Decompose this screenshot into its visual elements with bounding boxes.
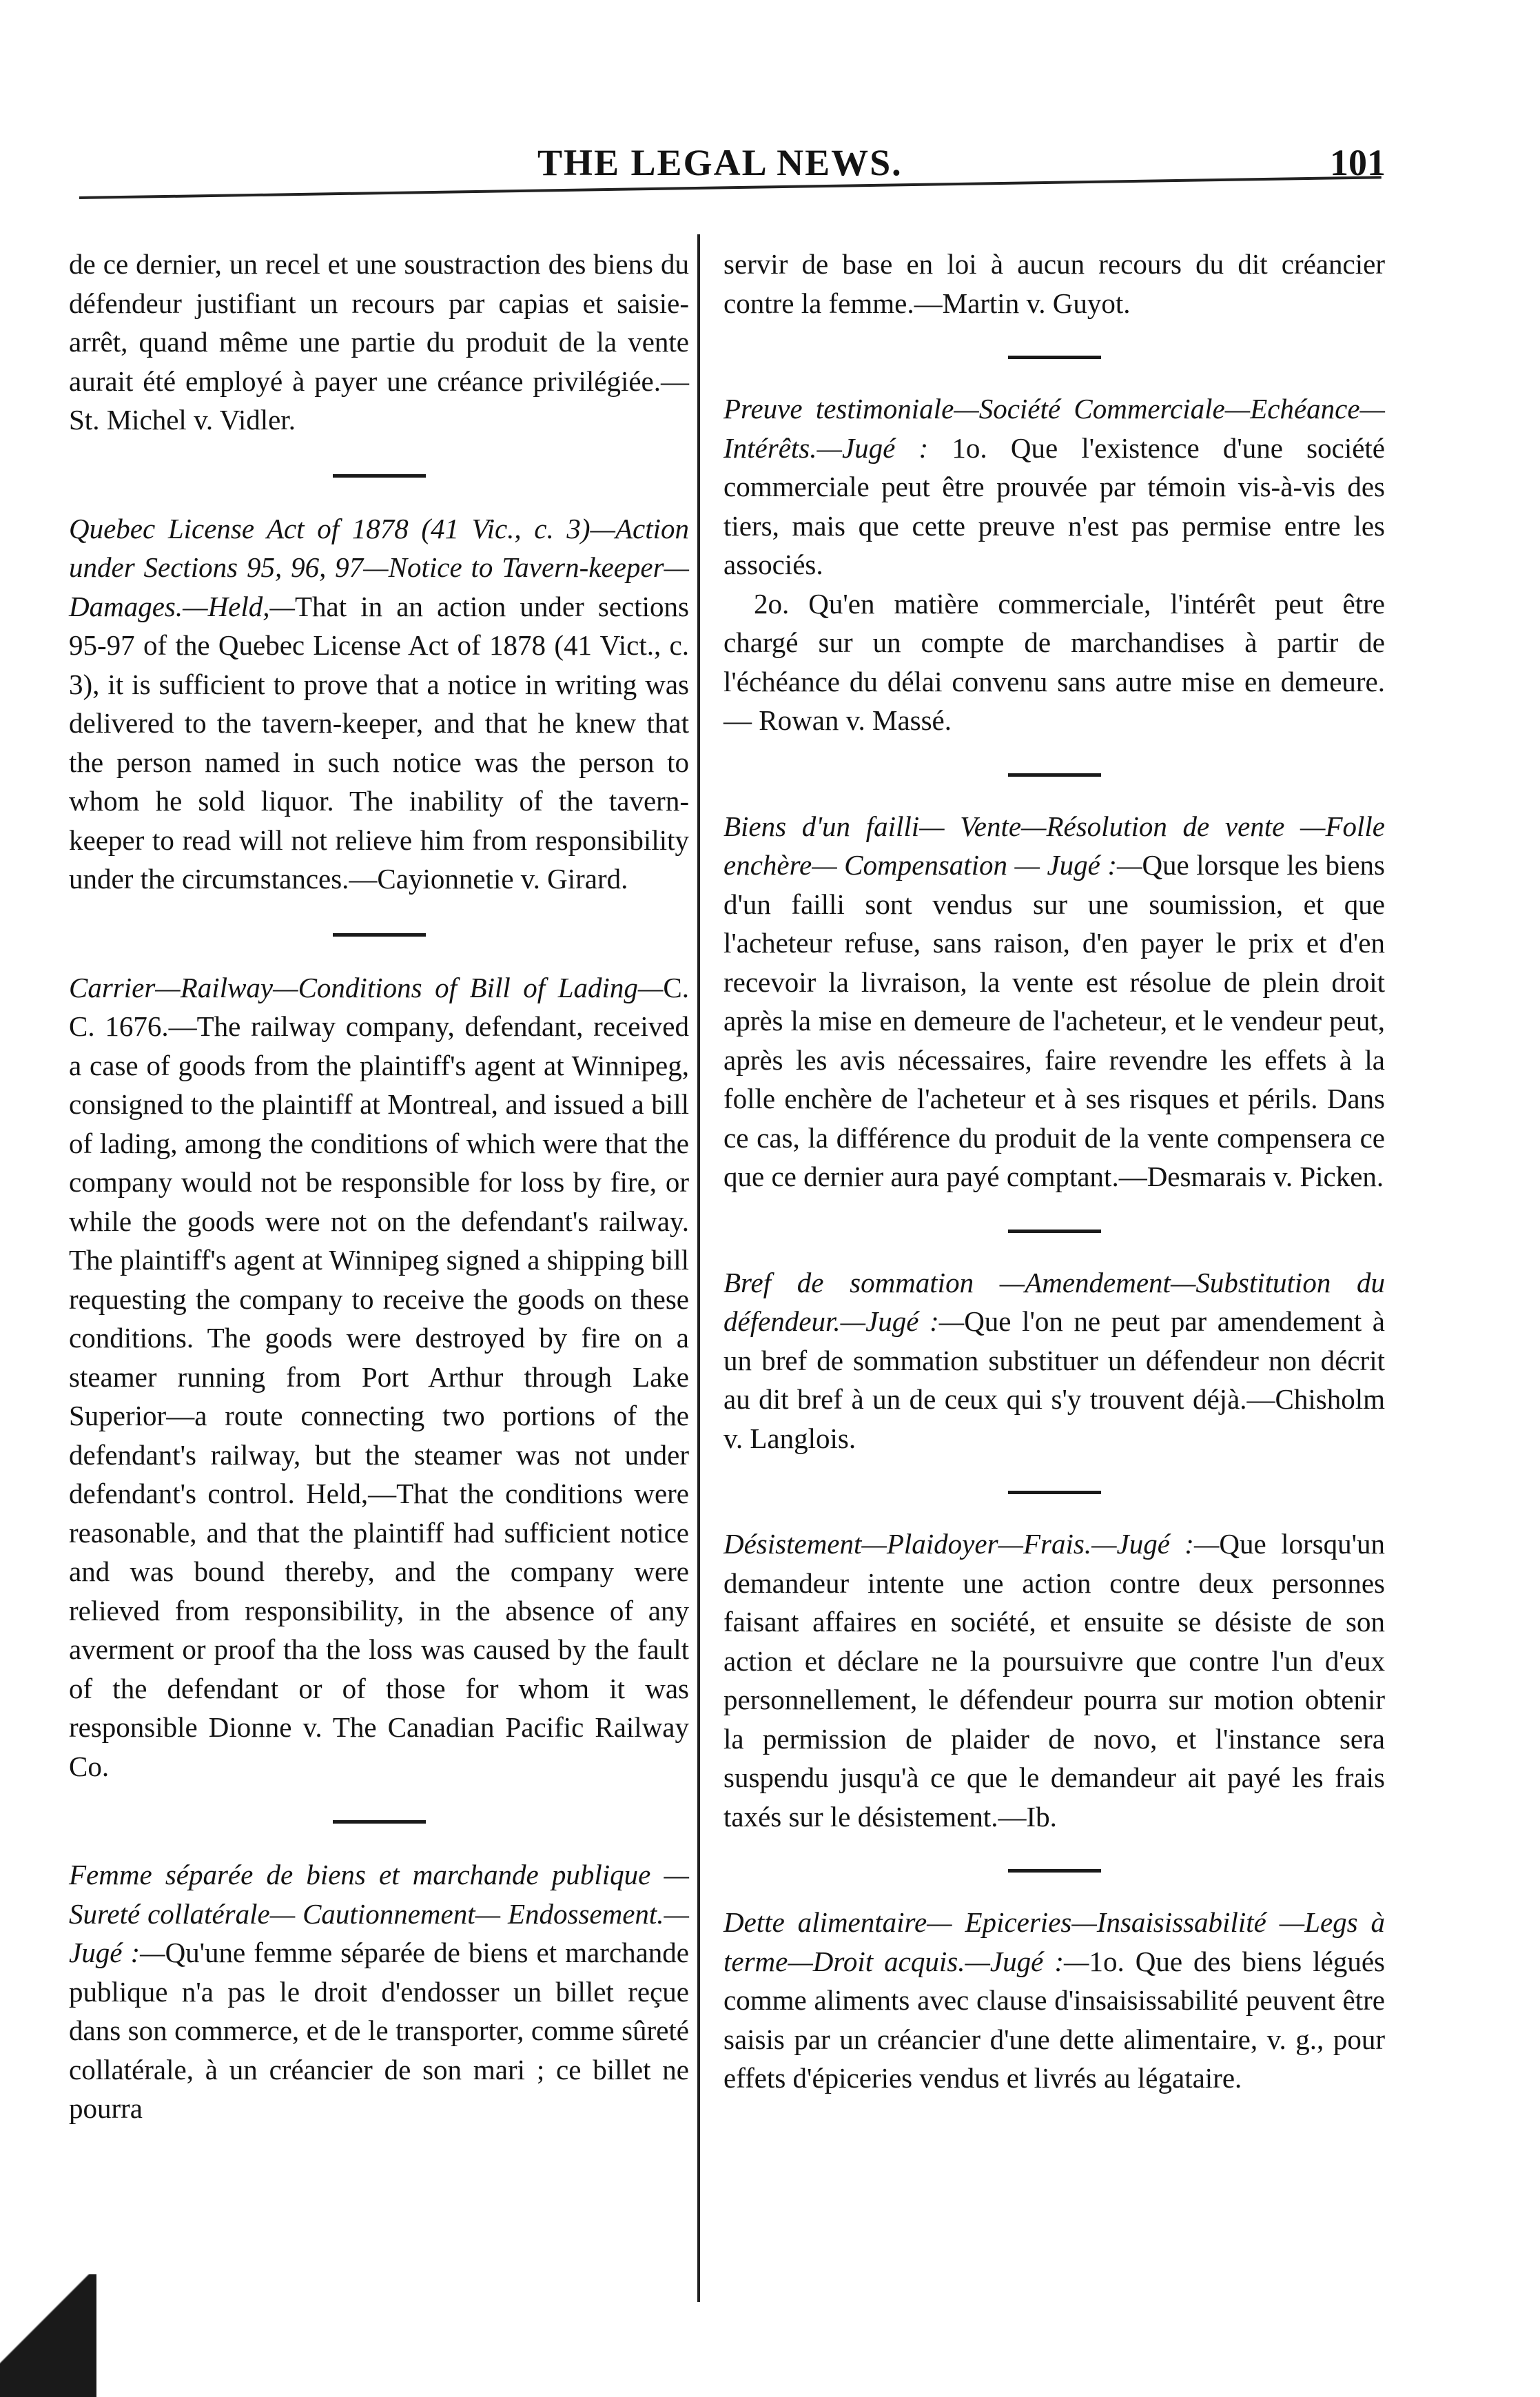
entry-separator <box>333 1820 426 1824</box>
entry-body: Qu'une femme séparée de biens et marchande publique n'a pas le droit d'endosser un billet reçue dans son commerce, et de le transporter, comme sûreté collatérale, à un créancier de son mari ; ce billet ne pourra <box>69 1937 689 2124</box>
entry-title: Biens d'un failli— Vente—Résolution de vente —Folle enchère— Compensation — Jugé :— <box>723 810 1385 881</box>
column-divider <box>697 234 700 2302</box>
entry-body: C. C. 1676.—The railway company, defendant, received a case of goods from the plaintiff's agent at Winnipeg, consigned to the plaintiff at Montreal, and issued a bill of lading, among the conditions of which were that the company would not be responsible for loss by fire, or while the goods were not on the defendant's railway. The plaintiff's agent at Winnipeg signed a shipping bill requesting the company to receive the goods on these conditions. The goods were destroyed by fire on a steamer running from Port Arthur through Lake Superior—a route connecting two portions of the defendant's railway, but the steamer was not under defendant's control. Held,—That the conditions were reasonable, and that the plaintiff had sufficient notice and was bound thereby, and the company were relieved from responsibility, in the absence of any averment or proof tha the loss was caused by the fault of the defendant or of those for whom it was responsible Dionne v. The Canadian Pacific Railway Co. <box>69 971 689 1782</box>
entry-separator <box>333 933 426 937</box>
entry-separator <box>1008 356 1101 359</box>
entry-title: Bref de sommation —Amendement—Substitution du défendeur.—Jugé :— <box>723 1266 1385 1337</box>
left-column <box>69 245 689 2128</box>
entry-body: Que lorsque les biens d'un failli sont vendus sur une soumission, et que l'acheteur refuse, sans raison, d'en payer le prix et d'en recevoir la livraison, la vente est résolue de plein droit après la mise en demeure de l'acheteur, et le vendeur peut, après les avis nécessaires, faire revendre les effets à la folle enchère de l'acheteur et à ses risques et périls. Dans ce cas, la différence du produit de la vente compensera ce que ce dernier aura payé comptant.—Desmarais v. Picken. <box>723 849 1385 1192</box>
running-title: THE LEGAL NEWS. <box>537 142 903 183</box>
entry-body: 2o. Qu'en matière commerciale, l'intérêt peut être chargé sur un compte de marchandises à partir de l'échéance du délai convenu sans autre mise en demeure. — Rowan v. Massé. <box>723 587 1385 736</box>
entry-title: Preuve testimoniale—Société Commerciale—Echéance—Intérêts.—Jugé : <box>723 393 1385 464</box>
entry-body: That in an action under sections 95-97 of the Quebec License Act of 1878 (41 Vict., c. 3), it is sufficient to prove that a notice in writing was delivered to the tavern-keeper, and that he knew that the person named in such notice was the person to whom he sold liquor. The inability of the tavern-keeper to read will not relieve him from responsibility under the circumstances.—Cayionnetie v. Girard. <box>69 590 689 895</box>
entry-body: Que l'on ne peut par amendement à un bref de sommation substituer un défendeur non décrit au dit bref à un de ceux qui s'y trouvent déjà.—Chisholm v. Langlois. <box>723 1305 1386 1454</box>
entry-separator <box>333 474 426 478</box>
digest-entry <box>723 389 1385 740</box>
digest-entry <box>723 807 1385 1196</box>
digest-entry <box>69 509 689 899</box>
entry-title: Dette alimentaire— Epiceries—Insaisissabilité —Legs à terme—Droit acquis.—Jugé :— <box>723 1906 1385 1977</box>
entry-title: Désistement—Plaidoyer—Frais.—Jugé :— <box>723 1528 1220 1560</box>
entry-separator <box>1008 773 1101 777</box>
digest-entry <box>723 1524 1385 1836</box>
entry-separator <box>1008 1230 1101 1233</box>
right-column <box>723 245 1385 2098</box>
entry-title: Quebec License Act of 1878 (41 Vic., c. 3)—Action under Sections 95, 96, 97—Notice to Tavern-keeper—Damages.—Held,— <box>69 512 689 622</box>
entry-body: de ce dernier, un recel et une soustraction des biens du défendeur justifiant un recours par capias et saisie-arrêt, quand même une partie du produit de la vente aurait été employé à payer une créance privilégiée.—St. Michel v. Vidler. <box>69 248 689 436</box>
digest-entry <box>723 245 1385 323</box>
entry-title: Femme séparée de biens et marchande publique —Sureté collatérale— Cautionnement— Endossement.—Jugé :— <box>69 1859 689 1968</box>
entry-body: 1o. Que des biens légués comme aliments avec clause d'insaisissabilité peuvent être saisis par un créancier d'une dette alimentaire, v. g., pour effets d'épiceries vendus et livrés au légataire. <box>723 1945 1386 2094</box>
entry-body: servir de base en loi à aucun recours du dit créancier contre la femme.—Martin v. Guyot. <box>723 248 1385 319</box>
digest-entry <box>723 1903 1385 2098</box>
digest-entry <box>69 1855 689 2128</box>
entry-title: Carrier—Railway—Conditions of Bill of Lading— <box>69 971 664 1003</box>
entry-body: 1o. Que l'existence d'une société commerciale peut être prouvée par témoin vis-à-vis des tiers, mais que cette preuve n'est pas permise entre les associés. <box>723 431 1385 580</box>
digest-entry <box>69 968 689 1786</box>
entry-separator <box>1008 1869 1101 1873</box>
page-number: 101 <box>1330 142 1386 183</box>
scan-edge-shadow <box>0 2274 96 2397</box>
entry-separator <box>1008 1491 1101 1494</box>
entry-body: Que lorsqu'un demandeur intente une action contre deux personnes faisant affaires en société, et ensuite se désiste de son action et déclare ne la poursuivre que contre l'un d'eux personnellement, le défendeur pourra sur motion obtenir la permission de plaider de novo, et l'instance sera suspendu jusqu'à ce que le demandeur ait payé les frais taxés sur le désistement.—Ib. <box>723 1528 1385 1833</box>
digest-entry <box>723 1263 1385 1458</box>
digest-entry <box>69 245 689 440</box>
